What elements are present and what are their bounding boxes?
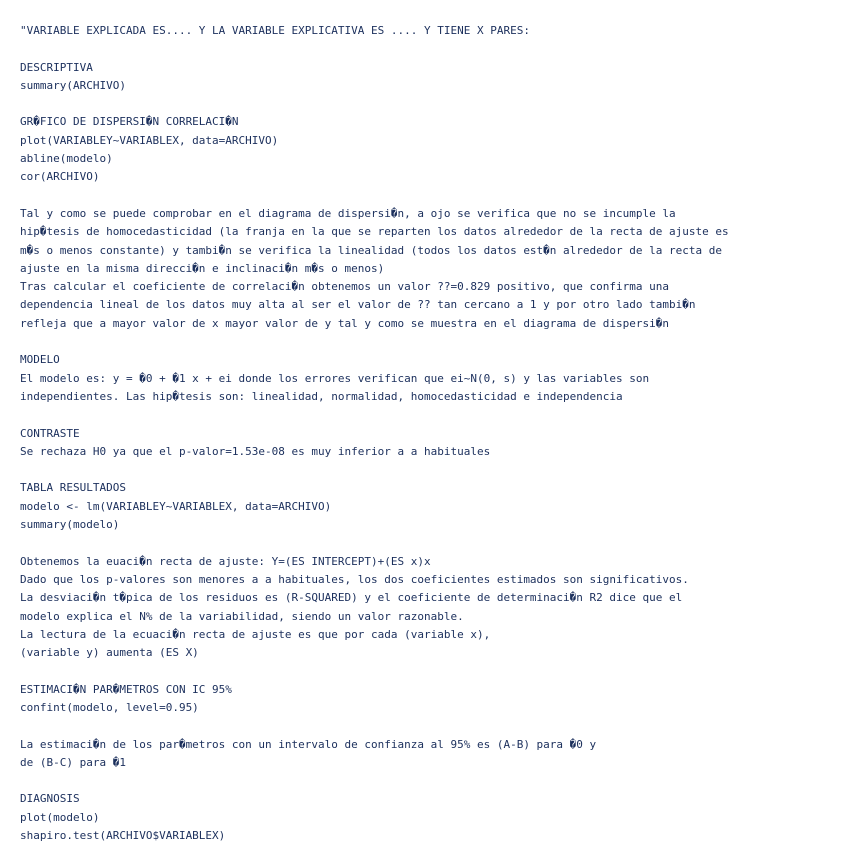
document-line: cor(ARCHIVO)	[20, 170, 100, 184]
document-line: "VARIABLE EXPLICADA ES.... Y LA VARIABLE EXPLICATIVA ES .... Y TIENE X PARES:	[20, 24, 530, 37]
document-line: summary(ARCHIVO)	[20, 78, 126, 92]
document-line: DESCRIPTIVA	[20, 60, 93, 74]
document-line	[20, 772, 835, 790]
document-line	[20, 95, 835, 113]
document-line: plot(modelo)	[20, 810, 100, 824]
document-line: TABLA RESULTADOS	[20, 481, 126, 495]
document-line: plot(VARIABLEY~VARIABLEX, data=ARCHIVO)	[20, 133, 279, 147]
document-line: m�s o menos constante) y tambi�n se verifica la linealidad (todos los datos est�n alrededor de la recta de	[20, 243, 722, 257]
document-line	[20, 187, 835, 205]
document-line: (variable y) aumenta (ES X)	[20, 646, 199, 660]
document-line	[20, 662, 835, 680]
document-line: DIAGNOSIS	[20, 792, 80, 806]
document-line: dependencia lineal de los datos muy alta al ser el valor de ?? tan cercano a 1 y por otro lado tambi�n	[20, 298, 696, 312]
document-line	[20, 406, 835, 424]
document-line: independientes. Las hip�tesis son: linealidad, normalidad, homocedasticidad e independencia	[20, 389, 623, 403]
document-line	[20, 534, 835, 552]
document-line: MODELO	[20, 353, 60, 367]
document-line: CONTRASTE	[20, 426, 80, 440]
document-line: El modelo es: y = �0 + �1 x + ei donde los errores verifican que ei~N(0, s) y las variables son	[20, 371, 650, 385]
document-line: summary(modelo)	[20, 518, 120, 532]
document-line	[20, 40, 835, 58]
document-line: refleja que a mayor valor de x mayor valor de y tal y como se muestra en el diagrama de dispersi�n	[20, 316, 670, 330]
document-line: Dado que los p-valores son menores a a habituales, los dos coeficientes estimados son significativos.	[20, 572, 689, 586]
document-line: de (B-C) para �1	[20, 755, 126, 769]
document-line: modelo <- lm(VARIABLEY~VARIABLEX, data=ARCHIVO)	[20, 499, 332, 513]
document-line: Obtenemos la euaci�n recta de ajuste: Y=(ES INTERCEPT)+(ES x)x	[20, 554, 431, 568]
document-line: abline(modelo)	[20, 152, 113, 166]
document-line: ajuste en la misma direcci�n e inclinaci�n m�s o menos)	[20, 261, 385, 275]
document-line: confint(modelo, level=0.95)	[20, 700, 199, 714]
document-line: La desviaci�n t�pica de los residuos es (R-SQUARED) y el coeficiente de determinaci�n R2 dice que el	[20, 591, 683, 605]
document-line: Se rechaza H0 ya que el p-valor=1.53e-08 es muy inferior a a habituales	[20, 444, 491, 458]
document-line: ESTIMACI�N PAR�METROS CON IC 95%	[20, 682, 232, 696]
document-line: La lectura de la ecuaci�n recta de ajuste es que por cada (variable x),	[20, 627, 491, 641]
document-line	[20, 333, 835, 351]
document-line	[20, 717, 835, 735]
document-line: shapiro.test(ARCHIVO$VARIABLEX)	[20, 829, 226, 843]
document-line: Tras calcular el coeficiente de correlaci�n obtenemos un valor ??=0.829 positivo, que confirma una	[20, 280, 670, 294]
document-line: modelo explica el N% de la variabilidad, siendo un valor razonable.	[20, 609, 464, 623]
document-line: Tal y como se puede comprobar en el diagrama de dispersi�n, a ojo se verifica que no se incumple la	[20, 206, 676, 220]
document-line: hip�tesis de homocedasticidad (la franja en la que se reparten los datos alrededor de la recta de ajuste es	[20, 225, 729, 239]
document-text-body	[20, 22, 835, 845]
document-line: La estimaci�n de los par�metros con un intervalo de confianza al 95% es (A-B) para �0 y	[20, 737, 597, 751]
document-line: GR�FICO DE DISPERSI�N CORRELACI�N	[20, 115, 239, 129]
document-line	[20, 461, 835, 479]
